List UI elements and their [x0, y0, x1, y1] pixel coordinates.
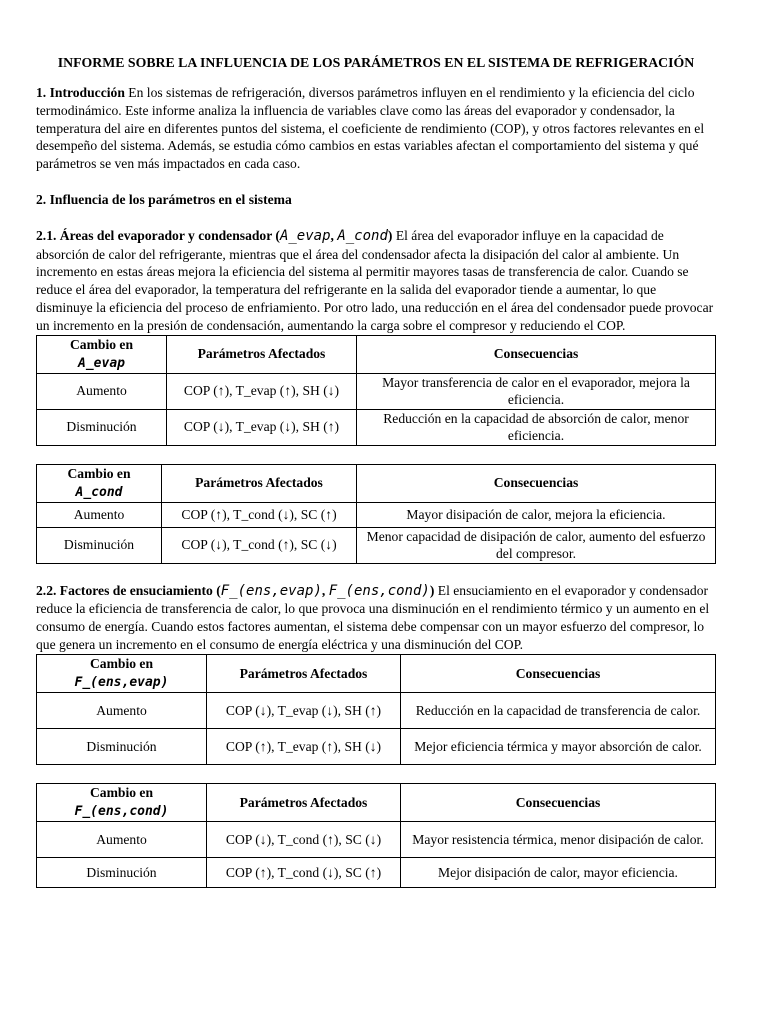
header-params: Parámetros Afectados: [207, 654, 401, 692]
cell-params: COP (↓), T_evap (↓), SH (↑): [167, 409, 357, 445]
header-params: Parámetros Afectados: [207, 783, 401, 821]
cell-consequences: Mayor transferencia de calor en el evaporador, mejora la eficiencia.: [357, 373, 716, 409]
cell-params: COP (↑), T_cond (↓), SC (↑): [162, 502, 357, 527]
table-row: [37, 728, 716, 764]
cell-params: COP (↓), T_evap (↓), SH (↑): [207, 692, 401, 728]
table-f-ens-evap: [36, 654, 716, 765]
intro-heading: 1. Introducción: [36, 85, 125, 100]
cell-consequences: Reducción en la capacidad de transferencia de calor.: [401, 692, 716, 728]
section-2-heading: 2. Influencia de los parámetros en el sistema: [36, 191, 292, 207]
cell-change: Aumento: [37, 692, 207, 728]
header-consequences: Consecuencias: [401, 654, 716, 692]
header-consequences: Consecuencias: [401, 783, 716, 821]
header-var: F_(ens,evap): [74, 674, 169, 690]
s21-heading-pre: 2.1. Áreas del evaporador y condensador (: [36, 227, 280, 243]
cell-params: COP (↑), T_cond (↓), SC (↑): [207, 857, 401, 887]
table-header-row: [37, 783, 716, 821]
s21-var-a-cond: A_cond: [337, 227, 388, 244]
cell-change: Aumento: [37, 502, 162, 527]
header-var: F_(ens,cond): [74, 803, 169, 819]
document-title: INFORME SOBRE LA INFLUENCIA DE LOS PARÁMETROS EN EL SISTEMA DE REFRIGERACIÓN: [57, 55, 695, 70]
table-row: [37, 692, 716, 728]
section-2-1-paragraph: [36, 227, 716, 335]
cell-change: Disminución: [37, 728, 207, 764]
table-row: [37, 527, 716, 563]
s21-var-a-evap: A_evap: [279, 227, 331, 244]
header-params: Parámetros Afectados: [167, 335, 357, 373]
cell-change: Aumento: [37, 373, 167, 409]
header-params: Parámetros Afectados: [162, 464, 357, 502]
s21-sep: ,: [330, 227, 338, 243]
cell-change: Disminución: [37, 409, 167, 445]
s22-var-f-ens-cond: F_(ens,cond): [328, 582, 430, 599]
table-header-row: [37, 464, 716, 502]
s22-text: El ensuciamiento en el evaporador y condensador reduce la eficiencia de transferencia de calor, lo que provoca una disminución en el rendimiento térmico y un aumento en el consumo de energía. Cuando estos factores aumentan, el sistema debe compensar con un mayor esfuerzo del compresor, lo que genera un incremento en el consumo de energía eléctrica y una disminución del COP.: [36, 582, 710, 652]
table-row: [37, 409, 716, 445]
section-2-2-paragraph: [36, 582, 716, 654]
table-f-ens-cond: [36, 783, 716, 888]
header-consequences: Consecuencias: [357, 464, 716, 502]
intro-text: En los sistemas de refrigeración, diversos parámetros influyen en el rendimiento y la eficiencia del ciclo termodinámico. Este informe analiza la influencia de variables clave como las áreas del evaporador y condensador, la temperatura del aire en diferentes puntos del sistema, el coeficiente de rendimiento (COP), y otros factores relevantes en el desempeño del sistema. Además, se estudia cómo cambios en estas variables afectan el comportamiento del sistema y qué parámetros se ven más impactados en cada caso.: [36, 85, 705, 172]
s21-text: El área del evaporador influye en la capacidad de absorción de calor del refrigerante, mientras que el área del condensador afecta la disipación del calor al ambiente. Un incremento en estas áreas mejora la eficiencia del sistema al permitir mayores tasas de transferencia de calor. Cuando se reduce el área del evaporador, la temperatura del refrigerante en la salida del evaporador tiende a aumentar, lo que disminuye la eficiencia del proceso de enfriamiento. Por otro lado, una reducción en el área del condensador puede provocar un incremento en la presión de condensación, aumentando la carga sobre el compresor y reduciendo el COP.: [36, 227, 714, 333]
cell-params: COP (↓), T_cond (↑), SC (↓): [207, 821, 401, 857]
s22-heading-pre: 2.2. Factores de ensuciamiento (: [36, 582, 221, 598]
table-row: [37, 373, 716, 409]
table-row: [37, 821, 716, 857]
cell-change: Aumento: [37, 821, 207, 857]
cell-consequences: Menor capacidad de disipación de calor, aumento del esfuerzo del compresor.: [357, 527, 716, 563]
table-row: [37, 502, 716, 527]
document-page: [36, 54, 716, 888]
header-var: A_cond: [75, 484, 123, 500]
cell-consequences: Mayor disipación de calor, mejora la eficiencia.: [357, 502, 716, 527]
header-change: Cambio en F_(ens,evap): [37, 654, 207, 692]
table-a-evap: [36, 335, 716, 446]
s22-sep: ,: [321, 582, 329, 598]
s22-heading-post: ): [429, 582, 435, 598]
header-change: Cambio en A_evap: [37, 335, 167, 373]
cell-change: Disminución: [37, 527, 162, 563]
cell-params: COP (↓), T_cond (↑), SC (↓): [162, 527, 357, 563]
s21-heading-post: ): [387, 227, 393, 243]
header-var: A_evap: [78, 355, 125, 371]
cell-consequences: Mejor eficiencia térmica y mayor absorción de calor.: [401, 728, 716, 764]
cell-consequences: Mejor disipación de calor, mayor eficiencia.: [401, 857, 716, 887]
cell-params: COP (↑), T_evap (↑), SH (↓): [207, 728, 401, 764]
table-a-cond: [36, 464, 716, 564]
cell-consequences: Mayor resistencia térmica, menor disipación de calor.: [401, 821, 716, 857]
cell-params: COP (↑), T_evap (↑), SH (↓): [167, 373, 357, 409]
header-consequences: Consecuencias: [357, 335, 716, 373]
header-change: Cambio en A_cond: [37, 464, 162, 502]
table-header-row: [37, 335, 716, 373]
table-row: [37, 857, 716, 887]
cell-change: Disminución: [37, 857, 207, 887]
header-change: Cambio en F_(ens,cond): [37, 783, 207, 821]
intro-paragraph: [36, 84, 716, 173]
table-header-row: [37, 654, 716, 692]
cell-consequences: Reducción en la capacidad de absorción de calor, menor eficiencia.: [357, 409, 716, 445]
s22-var-f-ens-evap: F_(ens,evap): [220, 582, 322, 599]
